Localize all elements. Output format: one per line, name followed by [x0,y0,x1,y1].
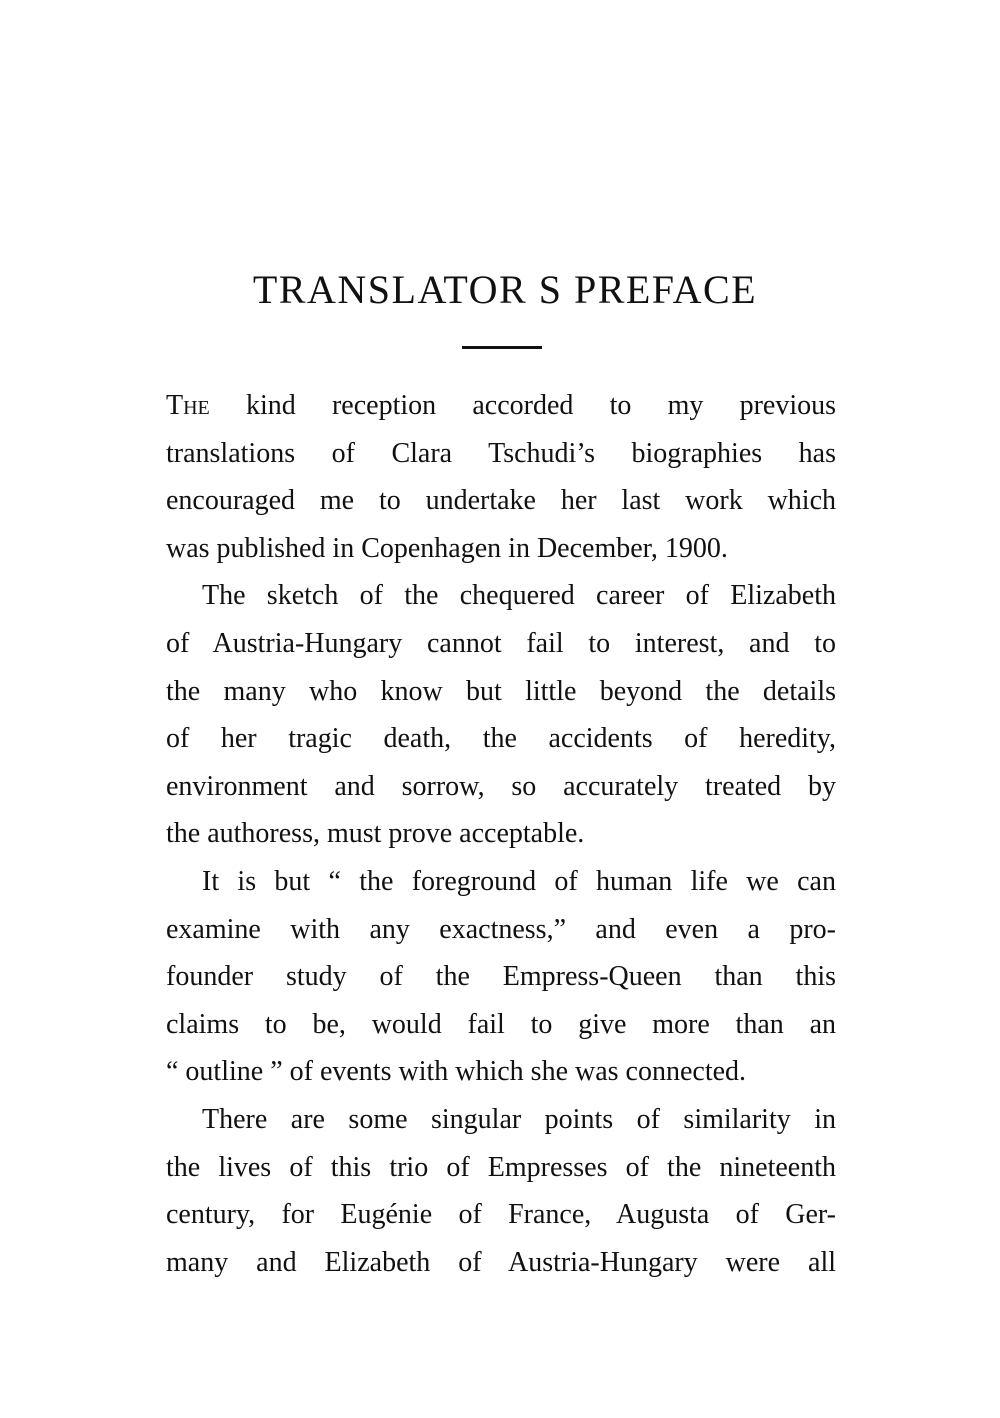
text-line: “ outline ” of events with which she was connected. [166,1056,747,1088]
text-line: was published in Copenhagen in December, 1900. [166,532,728,564]
text-line: founder study of the Empress-Queen than this [166,961,836,993]
text-line: many and Elizabeth of Austria-Hungary were all [166,1246,836,1278]
text-line: translations of Clara Tschudi’s biographies has [166,437,836,469]
text-line: of her tragic death, the accidents of heredity, [166,723,836,755]
text-line: the authoress, must prove acceptable. [166,818,585,850]
text-line: environment and sorrow, so accurately treated by [166,770,836,802]
opening-word: The [166,390,210,421]
text-line: The kind reception accorded to my previous [166,390,836,421]
text-line: the many who know but little beyond the details [166,675,836,707]
text-line: It is but “ the foreground of human life we can [202,865,836,897]
title-divider [462,346,542,349]
text-line: encouraged me to undertake her last work which [166,485,836,517]
text-line: There are some singular points of similarity in [202,1103,836,1135]
text-line: of Austria-Hungary cannot fail to interest, and to [166,627,836,659]
page-title: TRANSLATOR S PREFACE [252,267,758,312]
text-line: the lives of this trio of Empresses of the nineteenth [166,1151,836,1183]
text-line: examine with any exactness,” and even a pro- [166,913,836,945]
preface-text [166,382,836,1286]
text-line: century, for Eugénie of France, Augusta of Ger- [166,1199,836,1231]
text-line: claims to be, would fail to give more than an [166,1008,836,1040]
text-line: The sketch of the chequered career of Elizabeth [202,580,836,612]
